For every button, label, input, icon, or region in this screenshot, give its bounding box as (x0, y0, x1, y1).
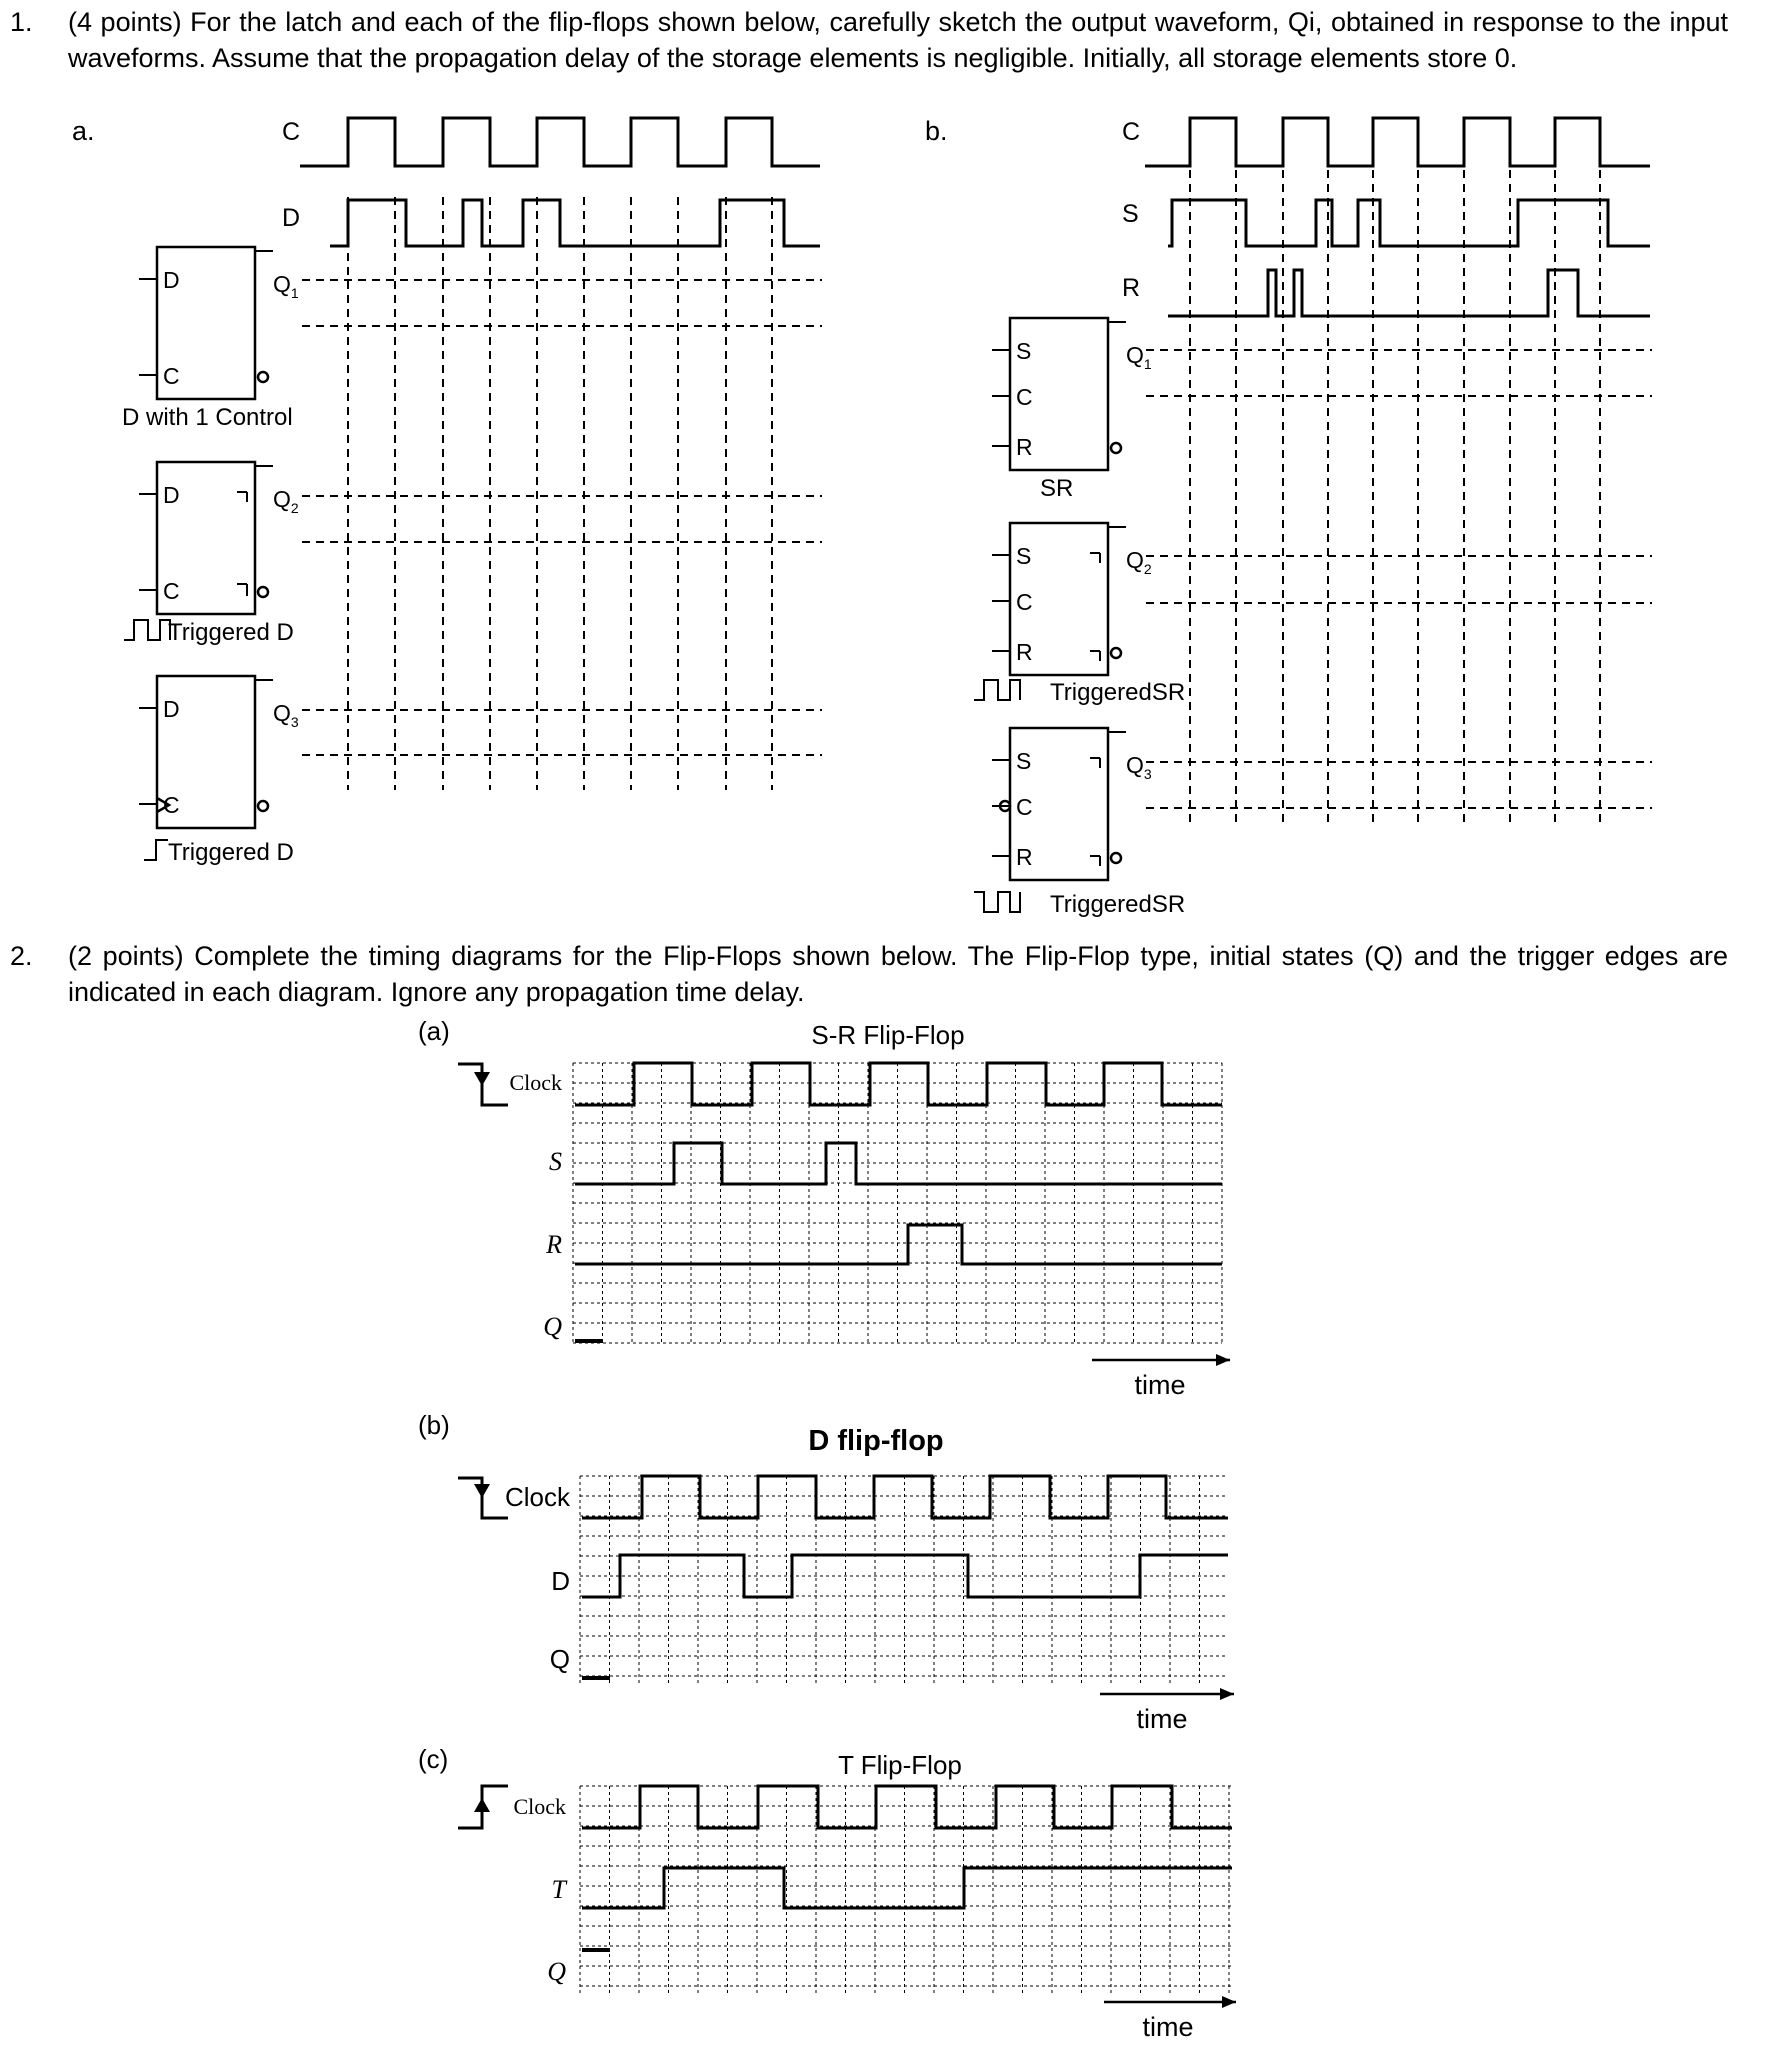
diagram-0-label: (a) (418, 1016, 450, 1046)
diagram-1-signal-label: Clock (504, 1482, 570, 1512)
diagram-0-signal-label: Clock (509, 1070, 562, 1095)
pin-label: C (163, 578, 180, 604)
trigger-arrowhead (474, 1798, 490, 1812)
diagram-2-label: (c) (418, 1744, 449, 1774)
output-label-q3: $Q_3$ (1126, 752, 1152, 782)
diagram-2-signal-label: Clock (513, 1794, 566, 1819)
inverted-output-bubble (1111, 853, 1121, 863)
element-caption-2: Triggered D (168, 619, 294, 646)
part-a-signal-c: C (282, 118, 301, 146)
inverted-output-bubble (258, 372, 268, 382)
diagram-2-time-label: time (1142, 2012, 1194, 2042)
diagram-0-trigger-edge-symbol (458, 1064, 508, 1105)
inverted-output-bubble (1111, 443, 1121, 453)
question-1-text: (4 points) For the latch and each of the flip-flops shown below, carefully sketch the output waveform, Qi, obtained in response to the input waveforms. Assume that the propagation delay of the storage elements is negligible. Initially, all storage elements store 0. (68, 7, 1728, 73)
output-label-q3: $Q_3$ (273, 700, 299, 730)
question-2-text: (2 points) Complete the timing diagrams for the Flip-Flops shown below. The Flip-Flop type, initial states (Q) and the trigger edges are indicated in each diagram. Ignore any propagation time delay. (68, 941, 1728, 1007)
diagram-0-signal-label: Q (543, 1312, 562, 1341)
pulse-trigger-symbol (974, 680, 1020, 700)
part-b-signal-c: C (1122, 118, 1141, 146)
t-t-wave (582, 1868, 1232, 1908)
diagram-2-signal-label: T (551, 1875, 566, 1904)
part-b-clock-wave (1145, 118, 1650, 166)
diagram-0-signal-label: S (549, 1147, 562, 1176)
sr-clock-wave (575, 1063, 1222, 1105)
part-b-signal-s: S (1122, 200, 1139, 228)
diagram-1-title: D flip-flop (808, 1425, 944, 1457)
edge-trigger-symbol (144, 840, 168, 860)
inverted-output-bubble (258, 587, 268, 597)
pin-label: S (1016, 543, 1032, 569)
inverted-output-bubble (258, 801, 268, 811)
diagram-0-signal-label: R (546, 1230, 562, 1259)
diagram-0-time-label: time (1134, 1370, 1186, 1400)
pin-label: R (1016, 844, 1033, 870)
t-clock-wave (582, 1786, 1232, 1828)
trigger-arrowhead (474, 1484, 490, 1498)
part-a-clock-wave (300, 118, 820, 166)
part-b-s-wave (1168, 200, 1650, 246)
diagram-1-label: (b) (418, 1410, 450, 1440)
trigger-arrowhead (474, 1072, 490, 1086)
diagram-1-signal-label: Q (549, 1644, 570, 1674)
pin-label: D (163, 482, 180, 508)
diagram-1-signal-label: D (551, 1566, 570, 1596)
pin-label: C (163, 363, 180, 389)
part-a-label: a. (72, 116, 95, 146)
pin-label: C (1016, 794, 1033, 820)
element-caption-2: TriggeredSR (1050, 679, 1186, 706)
pin-label: R (1016, 639, 1033, 665)
part-b-signal-r: R (1122, 274, 1141, 302)
output-label-q1: $Q_1$ (1126, 342, 1152, 372)
question-1-number: 1. (10, 7, 33, 37)
diagram-0-title: S-R Flip-Flop (811, 1020, 965, 1050)
diagram-1-time-label: time (1136, 1704, 1188, 1734)
pin-label: C (1016, 384, 1033, 410)
pin-label: R (1016, 434, 1033, 460)
pulse-trigger-symbol (124, 620, 170, 640)
negative-pulse-trigger-symbol (974, 892, 1020, 912)
element-caption-1: SR (1040, 475, 1074, 502)
time-arrowhead (1222, 1996, 1236, 2008)
element-caption-1: D with 1 Control (122, 404, 293, 431)
pin-label: D (163, 696, 180, 722)
output-label-q1: $Q_1$ (273, 271, 299, 301)
pin-label: C (1016, 589, 1033, 615)
part-a-signal-d: D (282, 204, 301, 232)
time-arrowhead (1216, 1354, 1230, 1366)
part-a-d-wave (330, 200, 820, 246)
pin-label: C (163, 792, 180, 818)
output-label-q2: $Q_2$ (1126, 547, 1152, 577)
inverted-output-bubble (1111, 648, 1121, 658)
diagram-2-signal-label: Q (547, 1957, 566, 1986)
sr-r-wave (575, 1225, 1222, 1264)
diagram-2-title: T Flip-Flop (838, 1750, 962, 1780)
element-caption-3: Triggered D (168, 839, 294, 866)
time-arrowhead (1220, 1688, 1234, 1700)
pin-label: S (1016, 338, 1032, 364)
question-2-number: 2. (10, 941, 33, 971)
part-b-r-wave (1168, 270, 1650, 316)
element-caption-3: TriggeredSR (1050, 891, 1186, 918)
pin-label: S (1016, 748, 1032, 774)
part-b-label: b. (925, 116, 948, 146)
pin-label: D (163, 267, 180, 293)
output-label-q2: $Q_2$ (273, 486, 299, 516)
